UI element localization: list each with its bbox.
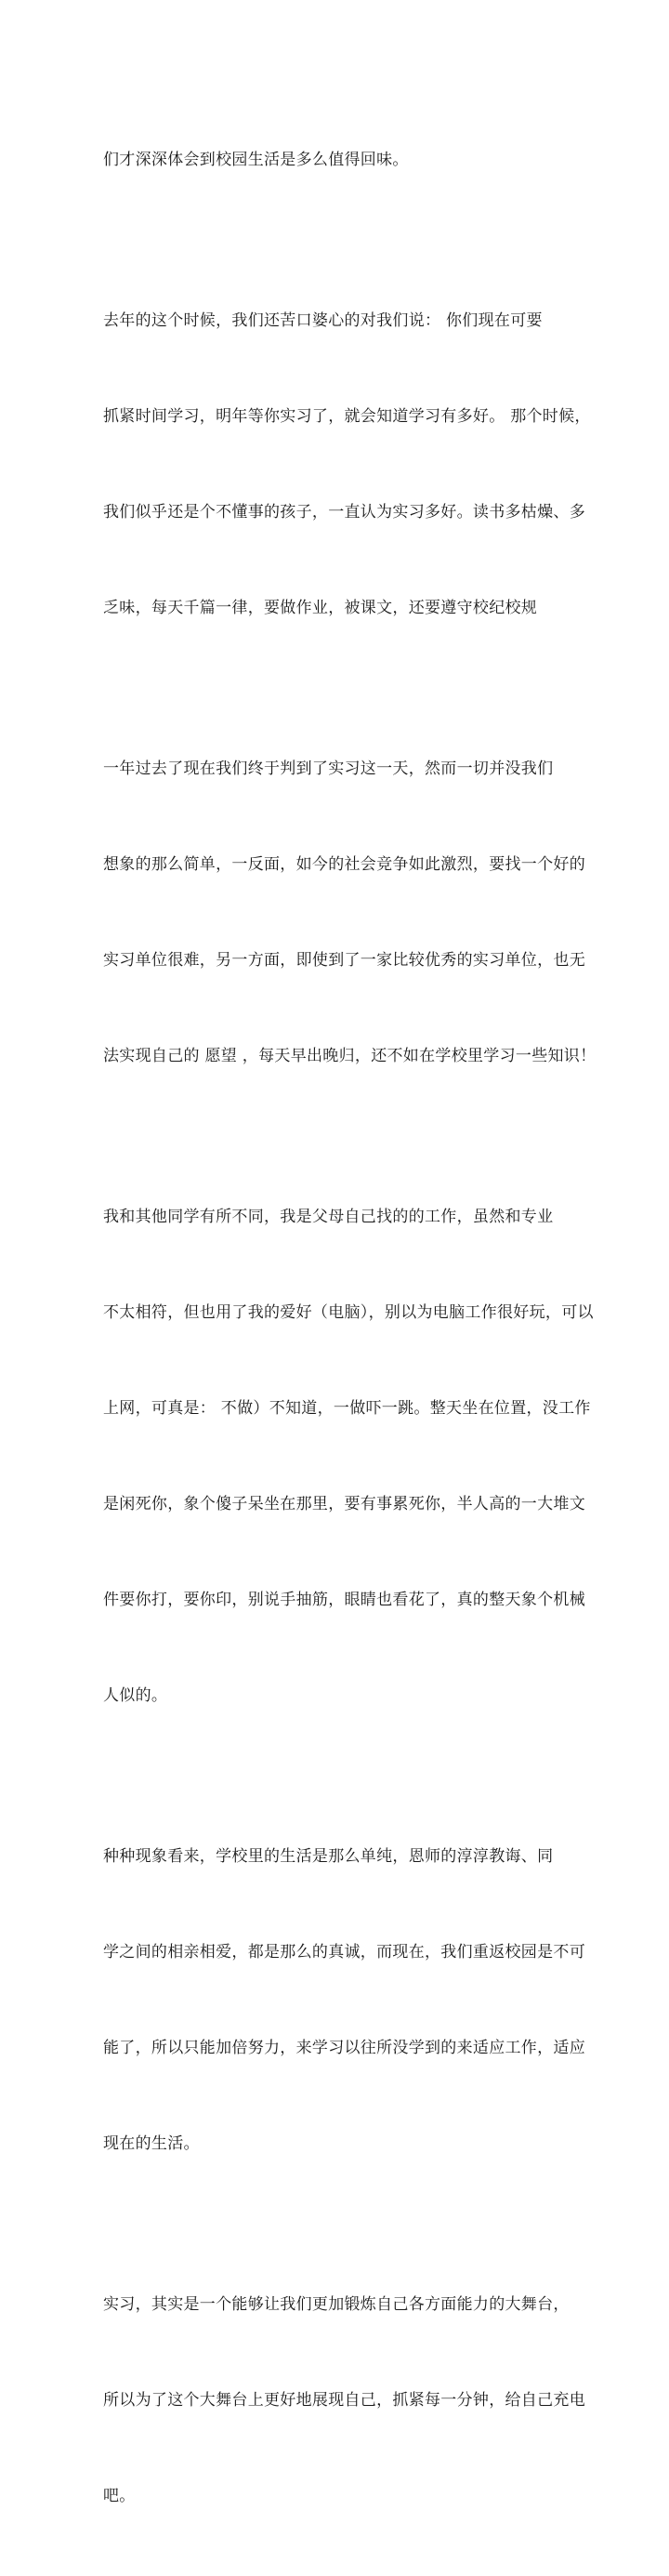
text-line: 实习单位很难，另一方面，即使到了一家比较优秀的实习单位，也无 <box>103 951 585 971</box>
text-line: 上网，可真是： 不做）不知道，一做吓一跳。整天坐在位置，没工作 <box>103 1399 591 1419</box>
document-body <box>103 80 597 2576</box>
text-line: 乏味，每天千篇一律，要做作业，被课文，还要遵守校纪校规 <box>103 598 538 617</box>
text-line: 所以为了这个大舞台上更好地展现自己，抓紧每一分钟，给自己充电 <box>103 2391 585 2411</box>
paragraph-5 <box>103 1777 585 2224</box>
text-line: 学之间的相亲相爱，都是那么的真诚，而现在，我们重返校园是不可 <box>103 1943 585 1962</box>
paragraph-1 <box>103 80 573 239</box>
text-line: 们才深深体会到校园生活是多么值得回味。 <box>103 150 409 169</box>
text-line: 我和其他同学有所不同，我是父母自己找的的工作，虽然和专业 <box>103 1208 554 1227</box>
paragraph-6 <box>103 2226 585 2576</box>
text-line: 人似的。 <box>103 1685 168 1705</box>
text-line: 想象的那么简单，一反面，如今的社会竞争如此激烈，要找一个好的 <box>103 855 585 875</box>
text-line: 去年的这个时候，我们还苦口婆心的对我们说： 你们现在可要 <box>103 311 543 331</box>
text-line: 抓紧时间学习，明年等你实习了，就会知道学习有多好。 那个时候， <box>103 406 591 426</box>
paragraph-4 <box>103 1138 594 1776</box>
text-line: 法实现自己的 愿望 ，每天早出晚归，还不如在学校里学习一些知识！ <box>103 1046 597 1065</box>
text-line: 我们似乎还是个不懂事的孩子，一直认为实习多好。读书多枯燥、多 <box>103 502 585 522</box>
text-line: 种种现象看来，学校里的生活是那么单纯，恩师的淳淳教诲、同 <box>103 1847 554 1867</box>
paragraph-3 <box>103 690 597 1136</box>
text-line: 能了，所以只能加倍努力，来学习以往所没学到的来适应工作，适应 <box>103 2039 585 2058</box>
text-line: 不太相符，但也用了我的爱好（电脑），别以为电脑工作很好玩，可以 <box>103 1303 594 1323</box>
text-line: 实习，其实是一个能够让我们更加锻炼自己各方面能力的大舞台， <box>103 2295 570 2315</box>
text-line: 件要你打，要你印，别说手抽筋，眼睛也看花了，真的整天象个机械 <box>103 1590 585 1609</box>
text-line: 吧。 <box>103 2487 136 2506</box>
text-line: 一年过去了现在我们终于判到了实习这一天，然而一切并没我们 <box>103 760 554 779</box>
text-line: 现在的生活。 <box>103 2134 200 2153</box>
text-line: 是闲死你，象个傻子呆坐在那里，要有事累死你，半人高的一大堆文 <box>103 1495 585 1514</box>
paragraph-2 <box>103 241 591 687</box>
